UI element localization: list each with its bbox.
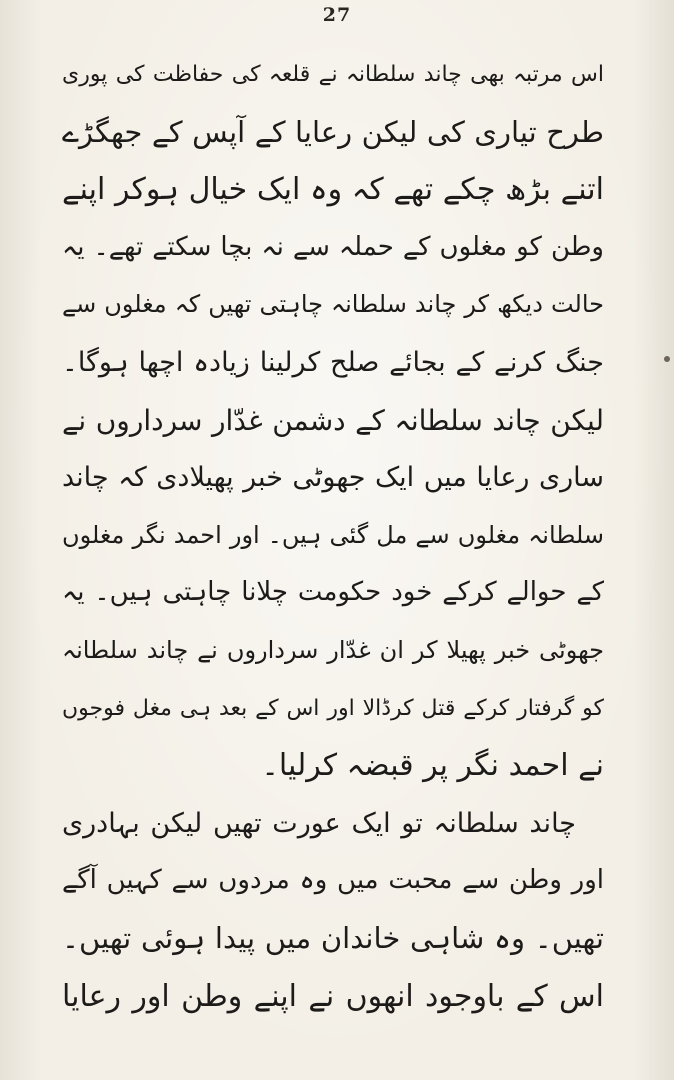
text-line: لیکن چاند سلطانہ کے دشمن غدّار سرداروں نے [62,403,604,437]
text-line: جنگ کرنے کے بجائے صلح کرلینا زیادہ اچھا ہوگا۔ [62,346,604,378]
text-line: جھوٹی خبر پھیلا کر ان غدّار سرداروں نے چاند سلطانہ [62,635,604,664]
text-line: اس کے باوجود انھوں نے اپنے وطن اور رعایا [62,978,604,1014]
text-line: حالت دیکھ کر چاند سلطانہ چاہتی تھیں کہ مغلوں سے [62,290,604,319]
page-number: 27 [322,4,352,26]
body-text [62,46,604,1025]
text-line: چاند سلطانہ تو ایک عورت تھیں لیکن بہادری [62,807,576,839]
text-line: سلطانہ مغلوں سے مل گئی ہیں۔ اور احمد نگر مغلوں [62,520,604,549]
text-line: اس مرتبہ بھی چاند سلطانہ نے قلعہ کی حفاظت کی پوری [62,62,604,87]
text-line: کو گرفتار کرکے قتل کرڈالا اور اس کے بعد ہی مغل فوجوں [62,695,604,721]
text-line: طرح تیاری کی لیکن رعایا کے آپس کے جھگڑے [62,114,604,149]
text-line: اتنے بڑھ چکے تھے کہ وہ ایک خیال ہوکر اپنے [62,172,604,208]
paragraph-2 [62,795,604,1025]
text-line: اور وطن سے محبت میں وہ مردوں سے کہیں آگے [62,865,604,896]
text-line: تھیں۔ وہ شاہی خاندان میں پیدا ہوئی تھیں۔ [62,920,604,955]
text-line: نے احمد نگر پر قبضہ کرلیا۔ [261,748,604,784]
text-line: ساری رعایا میں ایک جھوٹی خبر پھیلادی کہ چاند [62,462,604,494]
text-line: وطن کو مغلوں کے حملہ سے نہ بچا سکتے تھے۔ یہ [62,231,604,262]
text-line: کے حوالے کرکے خود حکومت چلانا چاہتی ہیں۔ یہ [62,577,604,608]
ink-speck [664,356,670,362]
paragraph-1 [62,46,604,795]
